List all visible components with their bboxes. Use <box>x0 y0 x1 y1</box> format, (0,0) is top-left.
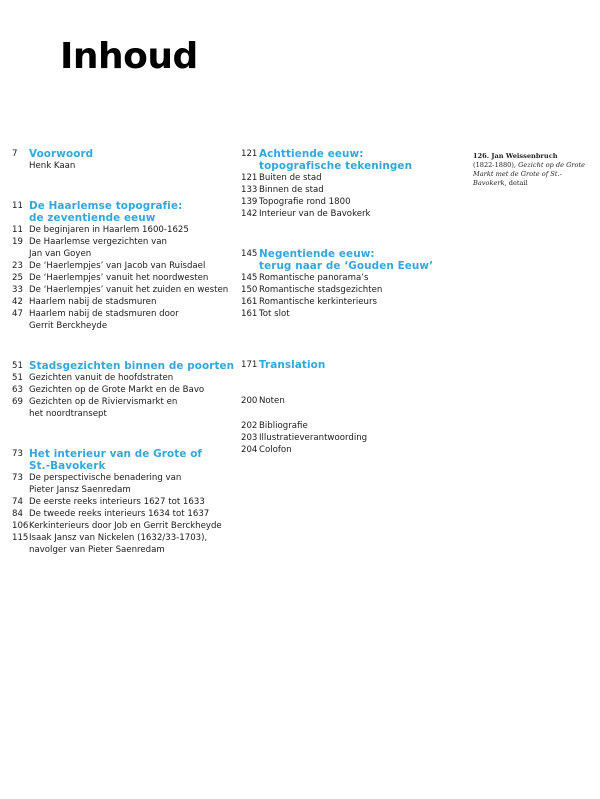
toc-item[interactable] <box>12 284 237 296</box>
section-title: Stadsgezichten binnen de poorten <box>29 360 235 372</box>
item-text: De beginjaren in Haarlem 1600-1625 <box>29 225 189 235</box>
section-page: 11 <box>12 201 23 211</box>
item-page: 51 <box>12 373 23 383</box>
toc-item[interactable] <box>241 432 456 444</box>
item-text: De perspectivische benadering van <box>29 473 182 483</box>
caption-work: Gezicht op de Grote Markt met de Grote of St.-Bavokerk <box>473 161 586 187</box>
item-text: Gezichten vanuit de hoofdstraten <box>29 373 174 383</box>
item-text: Interieur van de Bavokerk <box>259 209 371 219</box>
item-page: 150 <box>241 285 258 295</box>
item-page: 121 <box>241 173 258 183</box>
item-page: 74 <box>12 497 23 507</box>
toc-section[interactable] <box>12 148 237 160</box>
toc-item[interactable] <box>12 520 237 532</box>
item-text: De eerste reeks interieurs 1627 tot 1633 <box>29 497 205 507</box>
item-page: 63 <box>12 385 23 395</box>
author-name: Henk Kaan <box>29 161 76 171</box>
section-title-line2: terug naar de ‘Gouden Eeuw’ <box>259 260 434 272</box>
item-text: Tot slot <box>259 309 290 319</box>
item-text: Kerkinterieurs door Job en Gerrit Berckheyde <box>29 521 222 531</box>
item-text: Romantische kerkinterieurs <box>259 297 377 307</box>
item-text-line2: navolger van Pieter Saenredam <box>29 545 165 555</box>
item-text: Bibliografie <box>259 421 308 431</box>
item-text: Binnen de stad <box>259 185 324 195</box>
item-page: 204 <box>241 445 258 455</box>
item-page: 33 <box>12 285 23 295</box>
section-title: Voorwoord <box>29 148 94 160</box>
item-text: Romantische panorama’s <box>259 273 369 283</box>
item-page: 161 <box>241 309 258 319</box>
toc-item[interactable] <box>12 496 237 508</box>
item-page: 161 <box>241 297 258 307</box>
toc-item[interactable] <box>241 284 456 296</box>
caption-suffix: , detail <box>504 179 528 187</box>
section-title-line2: St.-Bavokerk <box>29 460 106 472</box>
toc-section[interactable] <box>241 359 456 371</box>
item-text: Noten <box>259 396 285 406</box>
item-text: Gezichten op de Grote Markt en de Bavo <box>29 385 205 395</box>
toc-item[interactable] <box>241 444 456 456</box>
section-page: 7 <box>12 149 18 159</box>
toc-item[interactable] <box>241 395 456 407</box>
item-text: De tweede reeks interieurs 1634 tot 1637 <box>29 509 210 519</box>
item-text: Haarlem nabij de stadsmuren door <box>29 309 179 319</box>
toc-item[interactable] <box>241 296 456 308</box>
toc-item[interactable] <box>12 384 237 396</box>
item-text: Romantische stadsgezichten <box>259 285 383 295</box>
toc-section[interactable] <box>12 360 237 372</box>
item-page: 145 <box>241 273 258 283</box>
item-text-line2: Gerrit Berckheyde <box>29 321 108 331</box>
caption-number: 126. Jan Weissenbruch <box>473 152 558 160</box>
toc-section[interactable] <box>241 148 456 172</box>
item-page: 139 <box>241 197 258 207</box>
section-title: De Haarlemse topografie: <box>29 200 183 212</box>
toc-item[interactable] <box>12 224 237 236</box>
item-text: De ‘Haerlempjes’ van Jacob van Ruisdael <box>29 261 206 271</box>
item-text: Haarlem nabij de stadsmuren <box>29 297 157 307</box>
item-text-line2: Pieter Jansz Saenredam <box>29 485 131 495</box>
item-page: 115 <box>12 533 29 543</box>
item-page: 203 <box>241 433 258 443</box>
toc-item[interactable] <box>12 272 237 284</box>
item-page: 106 <box>12 521 29 531</box>
toc-item[interactable] <box>241 184 456 196</box>
item-page: 73 <box>12 473 23 483</box>
section-title: Translation <box>259 359 326 371</box>
item-page: 69 <box>12 397 23 407</box>
toc-column-2 <box>241 148 456 456</box>
section-title: Het interieur van de Grote of <box>29 448 203 460</box>
item-text: Topografie rond 1800 <box>259 197 351 207</box>
section-title-line2: de zeventiende eeuw <box>29 212 156 224</box>
section-title: Negentiende eeuw: <box>259 248 375 260</box>
item-page: 23 <box>12 261 23 271</box>
item-page: 202 <box>241 421 258 431</box>
item-text: De ‘Haerlempjes’ vanuit het zuiden en westen <box>29 285 229 295</box>
item-page: 133 <box>241 185 258 195</box>
caption-dates: (1822-1880), <box>473 161 519 169</box>
toc-item[interactable] <box>12 472 237 496</box>
item-text: Buiten de stad <box>259 173 322 183</box>
item-page: 25 <box>12 273 23 283</box>
image-caption <box>473 152 593 188</box>
toc-item[interactable] <box>241 172 456 184</box>
item-text-line2: het noordtransept <box>29 409 107 419</box>
item-page: 11 <box>12 225 23 235</box>
toc-item[interactable] <box>241 420 456 432</box>
toc-item[interactable] <box>12 372 237 384</box>
section-page: 145 <box>241 249 258 259</box>
toc-item[interactable] <box>12 396 237 420</box>
item-text: De Haarlemse vergezichten van <box>29 237 167 247</box>
toc-section[interactable] <box>241 248 456 272</box>
section-title-line2: topografische tekeningen <box>259 160 413 172</box>
section-page: 171 <box>241 360 258 370</box>
toc-item[interactable] <box>12 532 237 556</box>
toc-item[interactable] <box>12 260 237 272</box>
item-page: 47 <box>12 309 23 319</box>
page-title: Inhoud <box>60 36 198 77</box>
toc-item[interactable] <box>241 196 456 208</box>
item-page: 200 <box>241 396 258 406</box>
toc-item[interactable] <box>12 308 237 332</box>
toc-item[interactable] <box>241 308 456 320</box>
item-text: Colofon <box>259 445 292 455</box>
toc-item[interactable] <box>241 208 456 220</box>
item-text: Gezichten op de Riviervismarkt en <box>29 397 178 407</box>
section-page: 73 <box>12 449 23 459</box>
toc-item[interactable] <box>12 508 237 520</box>
section-page: 51 <box>12 361 23 371</box>
section-page: 121 <box>241 149 258 159</box>
item-page: 19 <box>12 237 23 247</box>
toc-section[interactable] <box>12 200 237 224</box>
toc-author <box>12 160 237 172</box>
item-text: Isaak Jansz van Nickelen (1632/33-1703), <box>29 533 208 543</box>
toc-item[interactable] <box>12 296 237 308</box>
item-page: 42 <box>12 297 23 307</box>
item-page: 84 <box>12 509 23 519</box>
section-title: Achttiende eeuw: <box>259 148 364 160</box>
toc-item[interactable] <box>12 236 237 260</box>
item-text: Illustratieverantwoording <box>259 433 368 443</box>
item-page: 142 <box>241 209 258 219</box>
toc-column-1 <box>12 148 237 556</box>
item-text-line2: Jan van Goyen <box>29 249 92 259</box>
toc-section[interactable] <box>12 448 237 472</box>
item-text: De ‘Haerlempjes’ vanuit het noordwesten <box>29 273 209 283</box>
toc-item[interactable] <box>241 272 456 284</box>
